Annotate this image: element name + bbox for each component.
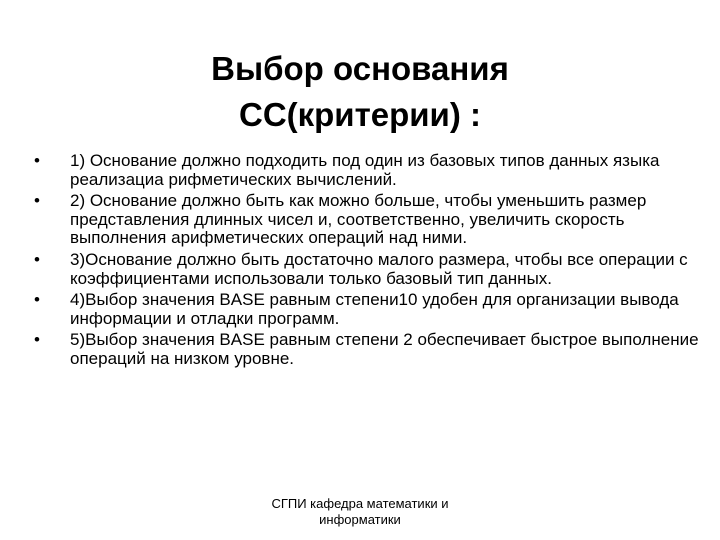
bullet-icon: • bbox=[34, 330, 40, 350]
list-item-text: 4)Выбор значения BASE равным степени10 удобен для организации вывода информации и отладки программ. bbox=[70, 290, 679, 328]
slide-title-line-2: СС(критерии) : bbox=[238, 96, 481, 133]
list-item bbox=[34, 291, 714, 328]
slide-title bbox=[150, 46, 570, 138]
criteria-list bbox=[34, 152, 714, 372]
list-item-text: 1) Основание должно подходить под один из базовых типов данных языка реализациа рифметических вычислений. bbox=[70, 151, 660, 189]
list-item bbox=[34, 152, 714, 189]
list-item bbox=[34, 192, 714, 248]
bullet-icon: • bbox=[34, 191, 40, 211]
slide-footer bbox=[240, 496, 480, 528]
bullet-icon: • bbox=[34, 151, 40, 170]
list-item bbox=[34, 251, 714, 288]
list-item-text: 2) Основание должно быть как можно больше, чтобы уменьшить размер представления длинных чисел и, соответственно, увеличить скорость выполнения арифметических операций над ними. bbox=[70, 191, 647, 248]
bullet-icon: • bbox=[34, 249, 40, 269]
list-item-text: 5)Выбор значения BASE равным степени 2 обеспечивает быстрое выполнение операций на низком уровне. bbox=[70, 330, 699, 368]
list-item-text: 3)Основание должно быть достаточно малого размера, чтобы все операции с коэффициентами использовали только базовый тип данных. bbox=[70, 249, 688, 288]
list-item bbox=[34, 331, 714, 368]
footer-line-2: информатики bbox=[319, 512, 401, 527]
slide-title-line-1: Выбор основания bbox=[211, 50, 509, 87]
footer-line-1: СГПИ кафедра математики и bbox=[271, 496, 449, 511]
bullet-icon: • bbox=[34, 290, 40, 310]
